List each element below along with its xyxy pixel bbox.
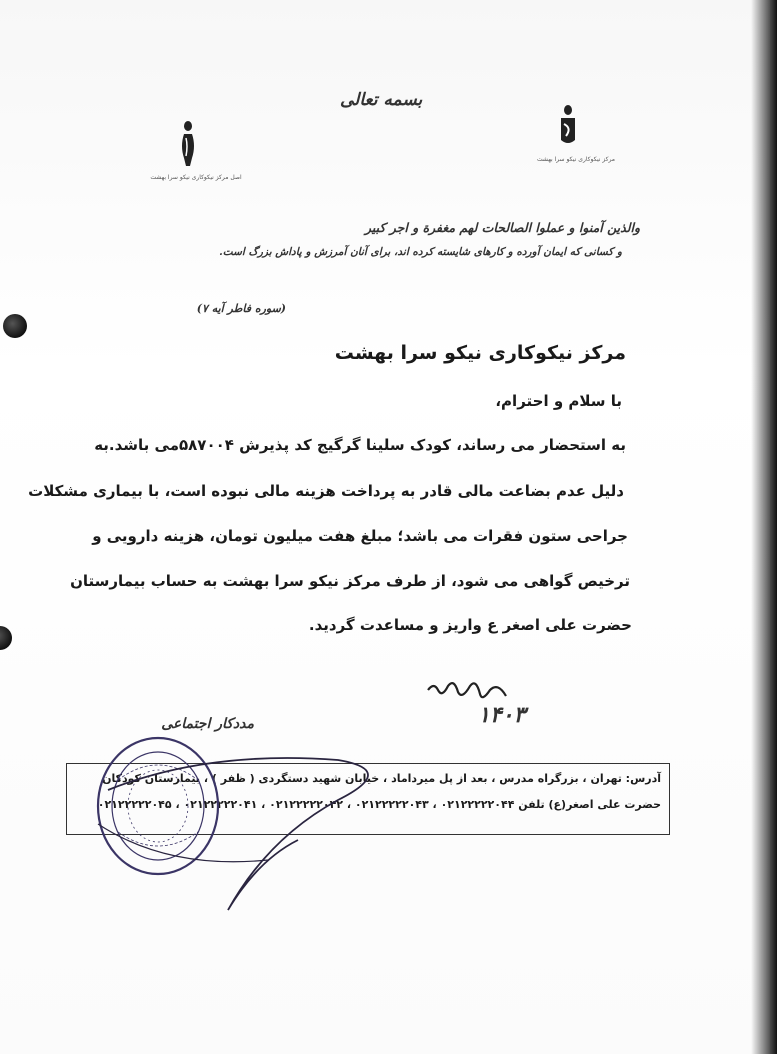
logo-right-caption: مرکز نیکوکاری نیکو سرا بهشت: [536, 156, 616, 163]
handwritten-date: ۱۴۰۳: [478, 702, 526, 728]
official-stamp-and-signature: [88, 720, 388, 930]
address-line-2: حضرت علی اصغر(ع) تلفن ۰۲۱۲۲۲۲۲۰۴۴ ، ۰۲۱۲۲۲۲۲۰۴۳ ، ۰۲۱۲۲۲۲۲۰۴۲ ، ۰۲۱۲۲۲۲۲۰۴۱ ، ۰۲۱۲۲۲۲۲۰۴۵: [97, 798, 661, 811]
body-line-2: دلیل عدم بضاعت مالی قادر به پرداخت هزینه مالی نبوده است، با بیماری مشکلات: [28, 482, 624, 500]
invocation-text: بسمه تعالی: [340, 90, 423, 110]
hospital-logo-left: [146, 116, 246, 186]
body-line-1: به استحضار می رساند، کودک سلینا گرگیج کد پذیرش ۵۸۷۰۰۴می باشد.به: [94, 436, 626, 454]
logo-left-caption: اصل مرکز نیکوکاری نیکو سرا بهشت: [150, 174, 242, 181]
verse-reference: (سوره فاطر آیه ۷): [196, 302, 286, 315]
signature-stroke: [108, 758, 368, 910]
quran-verse-arabic: والذین آمنوا و عملوا الصالحات لهم مغفرة و اجر کبیر: [365, 220, 640, 235]
greeting: با سلام و احترام،: [495, 392, 622, 410]
punch-hole-top: [3, 314, 27, 338]
quran-verse-translation: و کسانی که ایمان آورده و کارهای شایسته کرده اند، برای آنان آمرزش و پاداش بزرگ است.: [219, 246, 622, 258]
recipient-title: مرکز نیکوکاری نیکو سرا بهشت: [334, 342, 626, 364]
stamp-inner-ring: [112, 752, 204, 860]
body-line-3: جراحی ستون فقرات می باشد؛ مبلغ هفت میلیون تومان، هزینه دارویی و: [92, 527, 628, 545]
body-line-5: حضرت علی اصغر ع واریز و مساعدت گردید.: [308, 616, 632, 634]
page-edge-shadow: [751, 0, 777, 1054]
address-line-1: آدرس: تهران ، بزرگراه مدرس ، بعد از پل میرداماد ، خیابان شهید دستگردی ( ظفر ) ، بیمارستان کودکان: [102, 772, 661, 785]
stamp-outer-ring: [98, 738, 218, 874]
signature-scribble: [420, 680, 540, 720]
charity-logo-right: [528, 100, 624, 170]
body-line-4: ترخیص گواهی می شود، از طرف مرکز نیکو سرا بهشت به حساب بیمارستان: [70, 572, 630, 590]
signer-title: مددکار اجتماعی: [161, 716, 254, 732]
